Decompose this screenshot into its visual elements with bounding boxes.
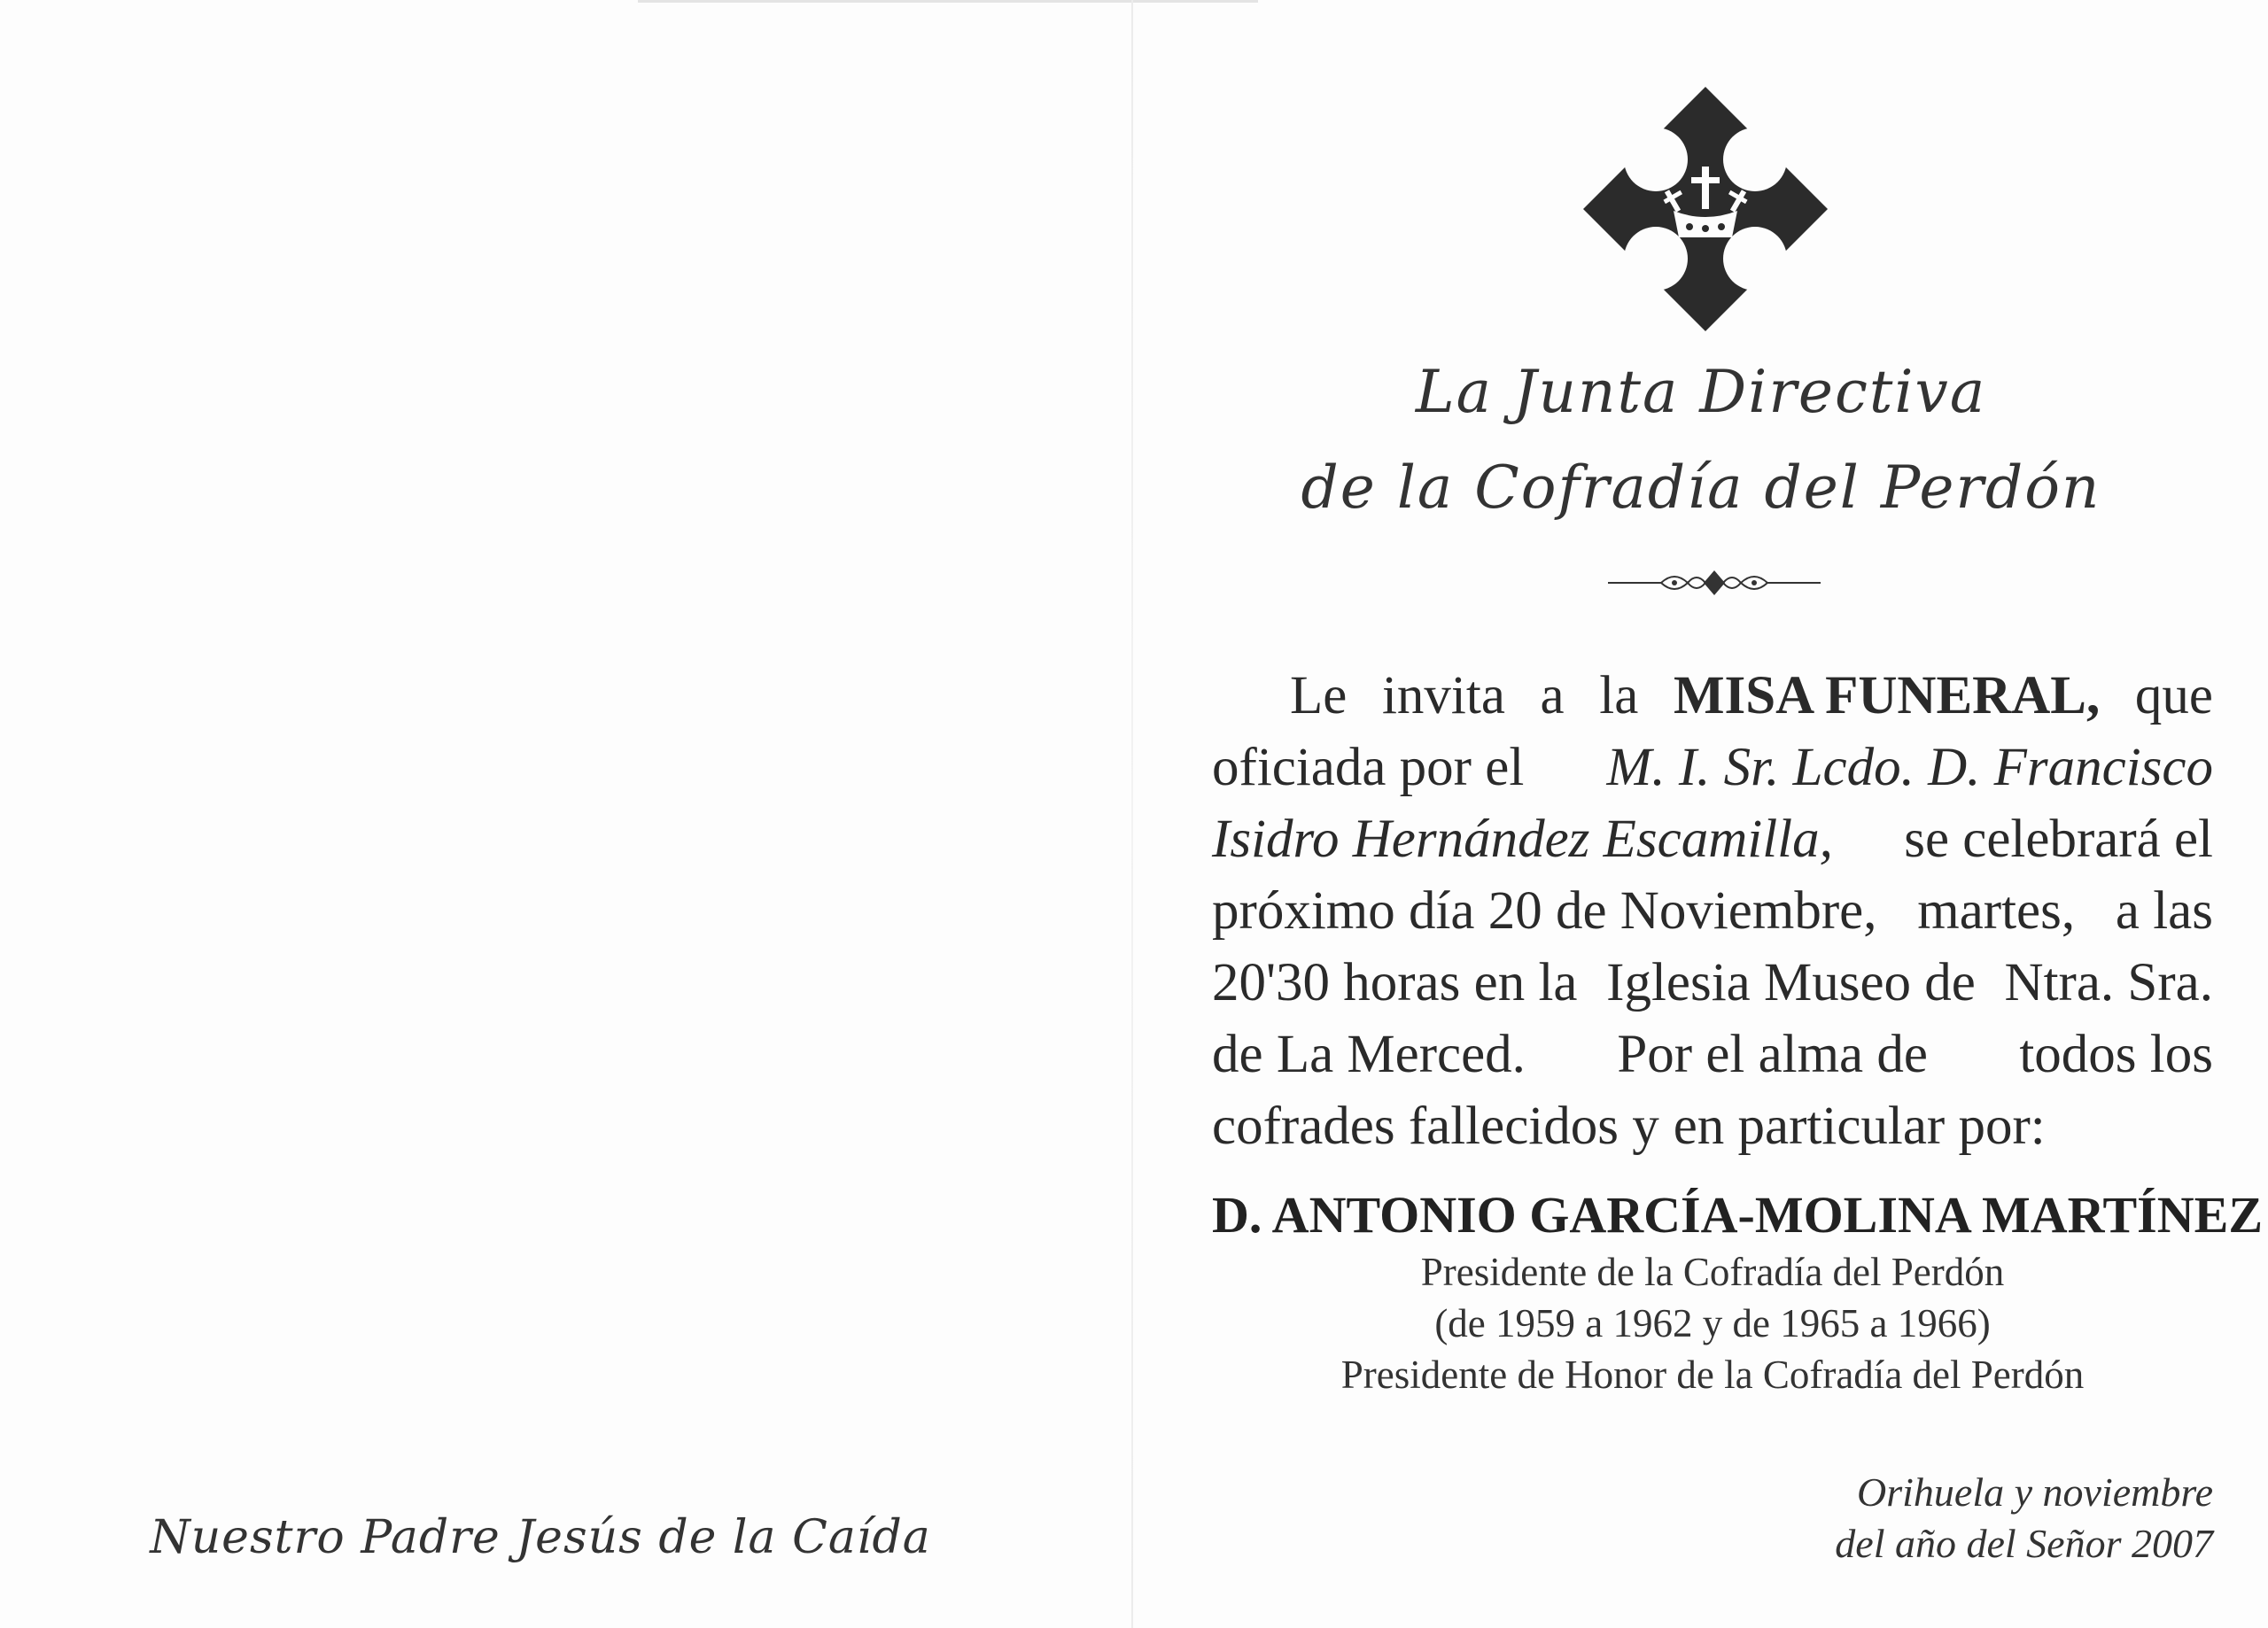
role-line-3: Presidente de Honor de la Cofradía del Perdón: [1340, 1353, 2085, 1397]
heading-line-2: de la Cofradía del Perdón: [1301, 454, 2101, 522]
scan-mark: [638, 0, 1258, 3]
heading-line-1: La Junta Directiva: [1415, 358, 1987, 426]
card-fold-line: [1131, 0, 1133, 1628]
invitation-line-7: cofrades fallecidos y en particular por:: [1212, 1097, 2046, 1156]
invitation-line-2: oficiada por el M. I. Sr. Lcdo. D. Francisco: [1212, 732, 2213, 803]
invitation-text: [1212, 660, 2213, 1162]
ornamental-divider-icon: [1608, 563, 1821, 602]
closing-line-2: del año del Señor 2007: [1835, 1521, 2213, 1566]
deceased-name: D. ANTONIO GARCÍA-MOLINA MARTÍNEZ: [1212, 1186, 2263, 1244]
misa-funeral-label: MISA FUNERAL,: [1673, 666, 2101, 725]
invitation-line-5: 20'30 horas en la Iglesia Museo de Ntra. Sra.: [1212, 953, 2213, 1012]
invitation-line-6: de La Merced. Por el alma de todos los: [1212, 1025, 2213, 1084]
role-line-1: Presidente de la Cofradía del Perdón: [1420, 1250, 2005, 1294]
invitation-line-3: Isidro Hernández Escamilla, se celebrará el: [1212, 803, 2213, 875]
officiant-name-part-1: M. I. Sr. Lcdo. D. Francisco: [1606, 738, 2213, 797]
left-caption: Nuestro Padre Jesús de la Caída: [150, 1511, 931, 1564]
officiant-name-part-2: Isidro Hernández Escamilla,: [1212, 810, 1833, 869]
closing-line-1: Orihuela y noviembre: [1857, 1469, 2213, 1515]
invitation-line-4: próximo día 20 de Noviembre, martes, a las: [1212, 881, 2213, 941]
role-line-2: (de 1959 a 1962 y de 1965 a 1966): [1434, 1301, 1991, 1345]
cofradia-emblem-icon: [1581, 85, 1829, 333]
invitation-line-1: Le invita a la MISA FUNERAL, que: [1212, 660, 2213, 732]
